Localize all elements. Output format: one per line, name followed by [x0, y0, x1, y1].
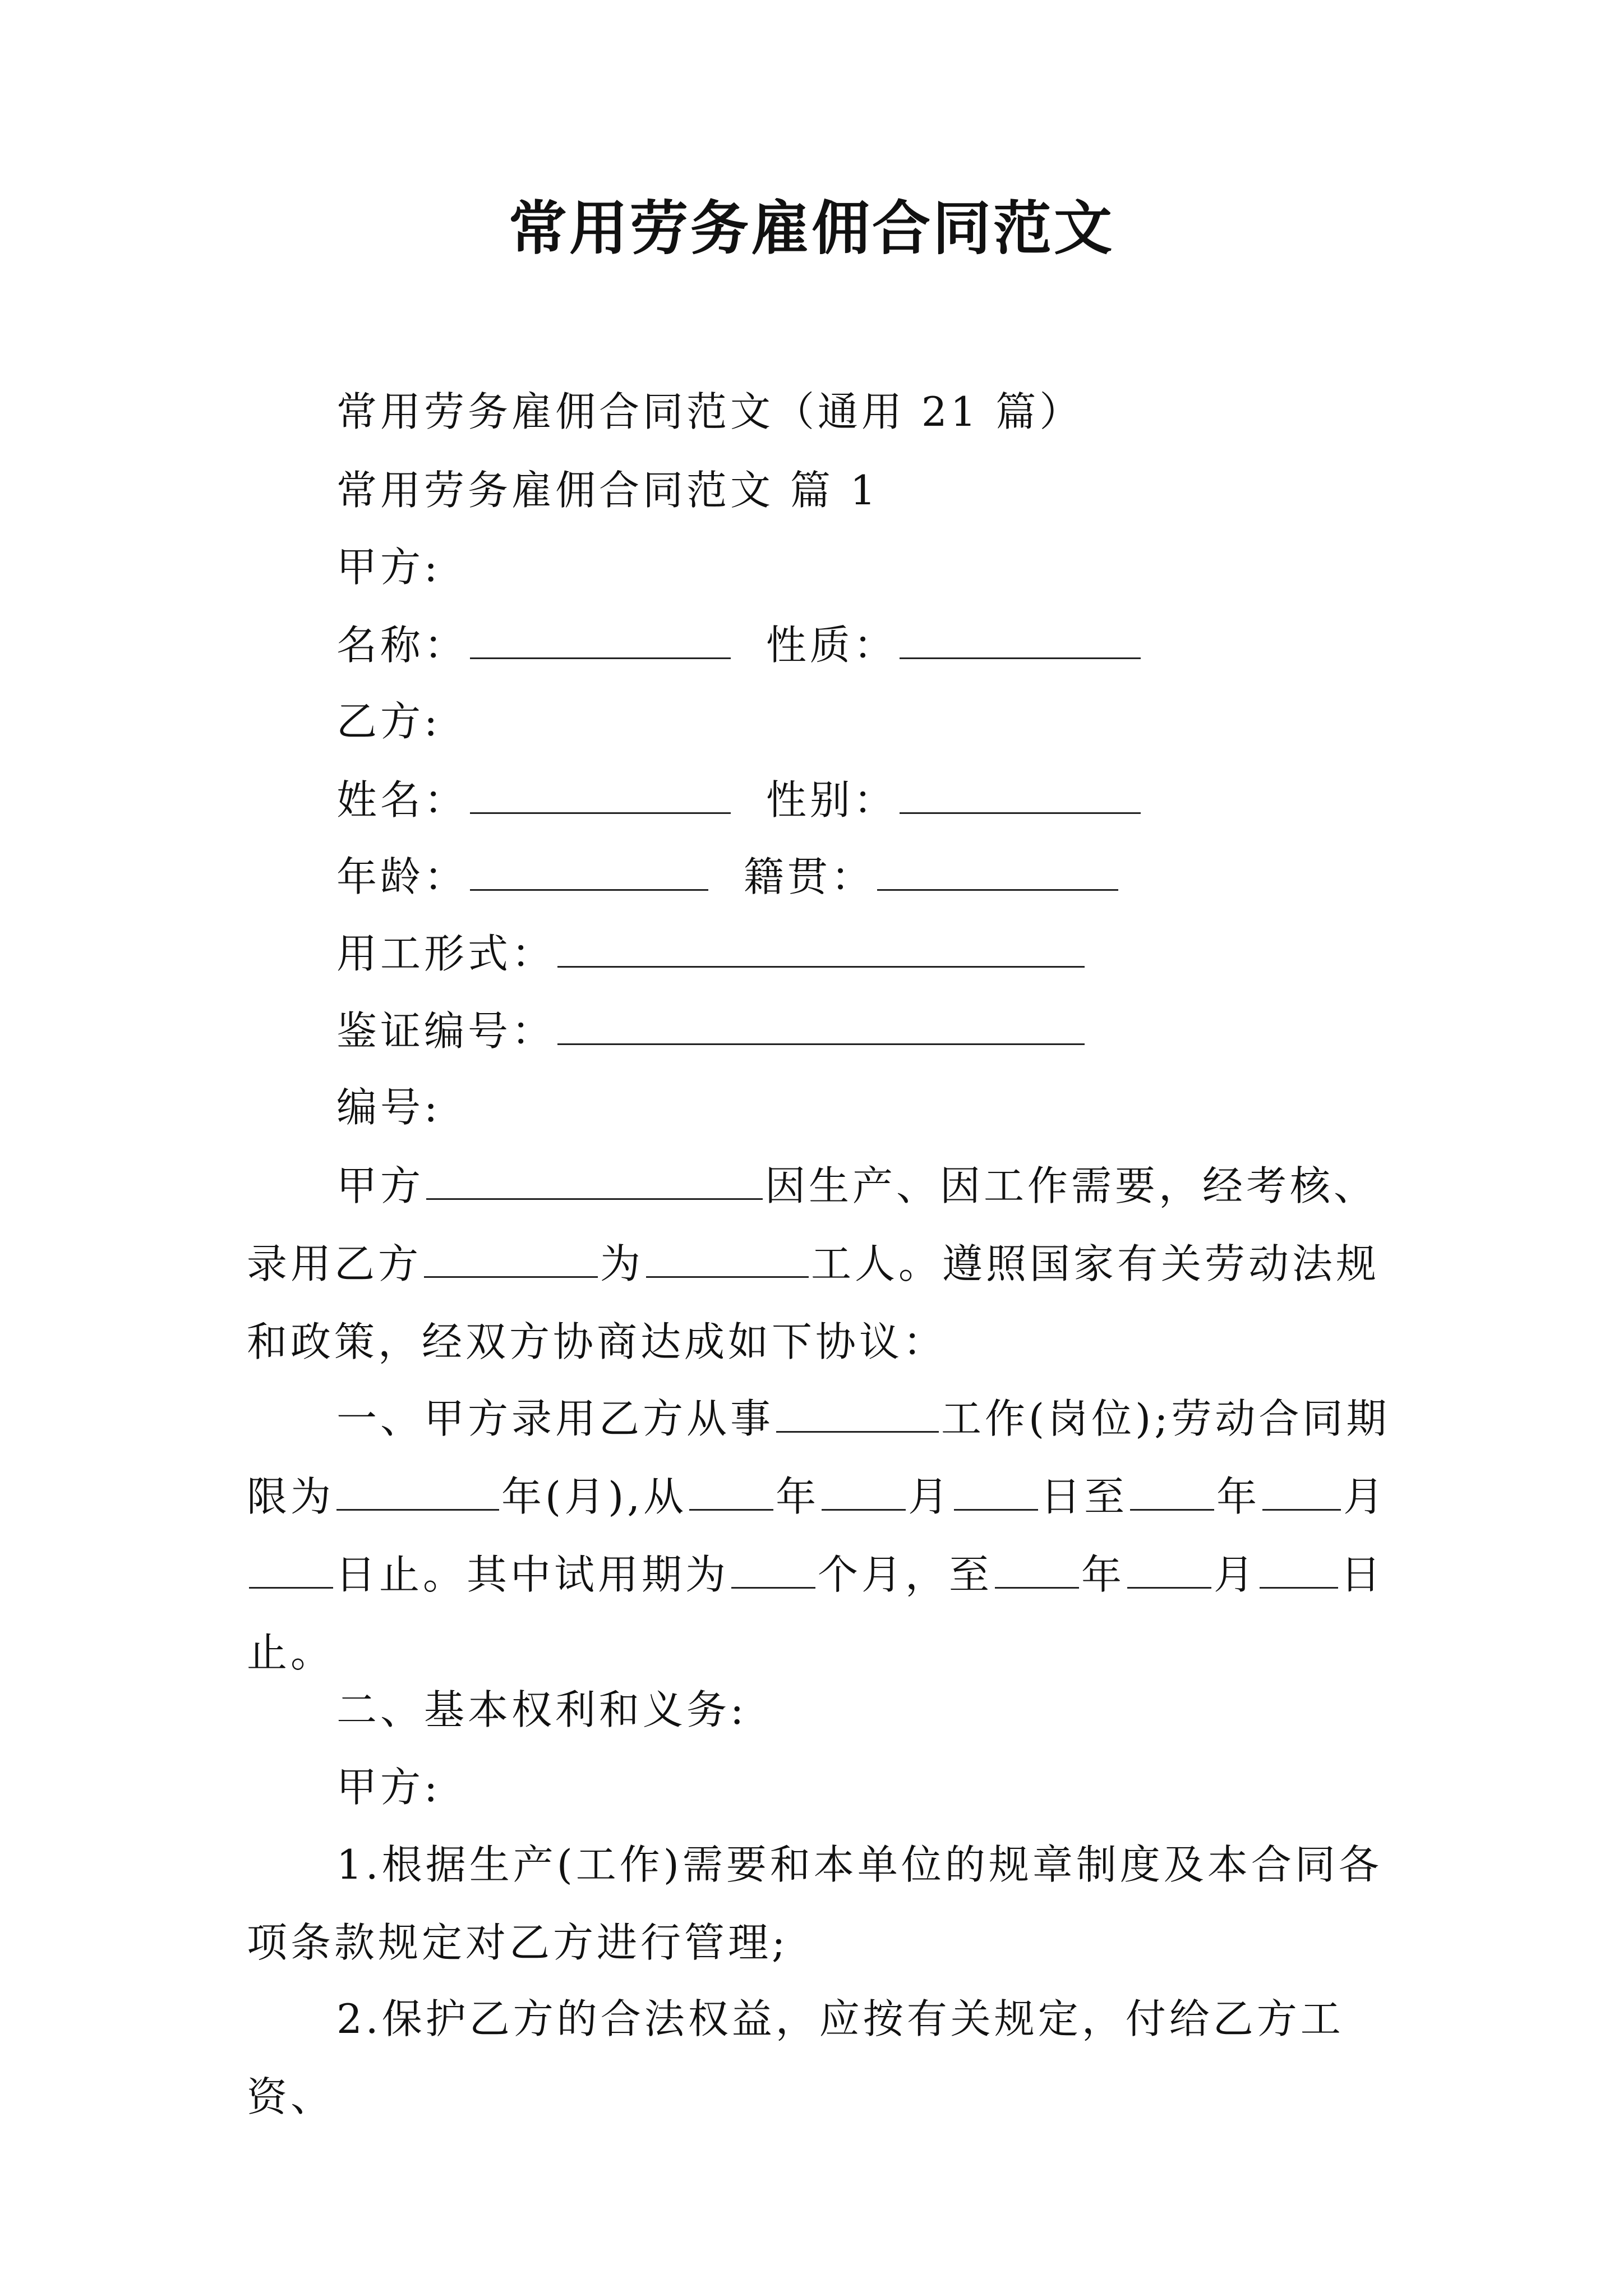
clause-one-text-10: 个月，至 — [818, 1551, 993, 1598]
clause-one-text-5: 月 — [908, 1473, 952, 1520]
nature-field[interactable] — [900, 624, 1141, 659]
intro-paragraph — [247, 1147, 1391, 1381]
clause-one-text-9: 日止。其中试用期为 — [335, 1551, 730, 1598]
probation-month-blank[interactable] — [1127, 1554, 1211, 1589]
end-year-blank[interactable] — [1130, 1476, 1214, 1511]
gender-label: 性别： — [766, 776, 897, 823]
clause-one-text-2: 工作(岗位);劳动合同期限为 — [247, 1395, 1390, 1520]
age-label: 年龄： — [336, 853, 468, 900]
start-month-blank[interactable] — [822, 1476, 906, 1511]
gender-field[interactable] — [900, 779, 1141, 814]
worker-type-blank[interactable] — [646, 1244, 809, 1278]
clause-one-text-11: 年 — [1081, 1551, 1126, 1598]
age-field[interactable] — [470, 855, 708, 891]
end-day-blank[interactable] — [249, 1554, 333, 1589]
intro-text-4: 工人。遵照国家有关劳动法规和政策，经双方协商达成如下协议： — [247, 1240, 1380, 1365]
party-b-name-row — [336, 776, 1143, 823]
item-2-paragraph: 2.保护乙方的合法权益，应按有关规定，付给乙方工资、 — [247, 1995, 1344, 2120]
employment-form-row — [336, 930, 1087, 977]
clause-one-text-3: 年(月),从 — [501, 1473, 688, 1520]
start-day-blank[interactable] — [954, 1476, 1038, 1511]
intro-text-3: 为 — [600, 1240, 644, 1287]
certification-no-field[interactable] — [557, 1010, 1085, 1045]
clause-one-text-6: 日至 — [1040, 1473, 1128, 1520]
party-a-label: 甲方: — [336, 544, 441, 591]
term-blank[interactable] — [336, 1476, 499, 1511]
party-b-age-row — [336, 853, 1121, 900]
clause-one-text-12: 月 — [1214, 1551, 1258, 1598]
probation-months-blank[interactable] — [731, 1554, 815, 1589]
document-subtitle: 常用劳务雇佣合同范文（通用 21 篇） — [336, 388, 1083, 435]
document-title: 常用劳务雇佣合同范文 — [508, 194, 1114, 263]
name-field[interactable] — [470, 624, 731, 659]
clause-one-text-8: 月 — [1343, 1473, 1387, 1520]
party-b-label: 乙方: — [336, 698, 441, 745]
number-label: 编号: — [336, 1084, 441, 1131]
intro-text-2: 因生产、因工作需要，经考核、录用乙方 — [247, 1162, 1378, 1287]
nature-label: 性质： — [766, 622, 897, 669]
job-blank[interactable] — [776, 1398, 939, 1433]
probation-day-blank[interactable] — [1260, 1554, 1338, 1589]
end-month-blank[interactable] — [1262, 1476, 1341, 1511]
start-year-blank[interactable] — [689, 1476, 773, 1511]
clause-two-heading: 二、基本权利和义务: — [336, 1686, 748, 1733]
clause-two-party-a: 甲方: — [336, 1764, 441, 1811]
person-name-field[interactable] — [470, 779, 731, 814]
clause-one-text-1: 一、甲方录用乙方从事 — [336, 1395, 774, 1442]
party-a-name-blank[interactable] — [426, 1166, 763, 1200]
person-name-label: 姓名： — [336, 776, 468, 823]
origin-label: 籍贯： — [743, 853, 875, 900]
certification-row — [336, 1007, 1087, 1055]
clause-one-text-7: 年 — [1216, 1473, 1261, 1520]
employment-form-field[interactable] — [557, 932, 1085, 968]
clause-one-text-4: 年 — [776, 1473, 820, 1520]
party-a-fields-row — [336, 622, 1143, 669]
name-label: 名称： — [336, 622, 468, 669]
probation-year-blank[interactable] — [995, 1554, 1079, 1589]
certification-no-label: 鉴证编号： — [336, 1007, 556, 1055]
intro-text-1: 甲方 — [336, 1162, 425, 1209]
clause-one-paragraph — [247, 1380, 1391, 1692]
employment-form-label: 用工形式： — [336, 930, 556, 977]
item-1-paragraph: 1.根据生产(工作)需要和本单位的规章制度及本合同各项条款规定对乙方进行管理; — [247, 1841, 1382, 1966]
clause-one-text-13: 日止。 — [247, 1551, 1385, 1676]
section-heading: 常用劳务雇佣合同范文 篇 1 — [336, 467, 879, 514]
origin-field[interactable] — [877, 855, 1118, 891]
party-b-name-blank[interactable] — [424, 1244, 598, 1278]
